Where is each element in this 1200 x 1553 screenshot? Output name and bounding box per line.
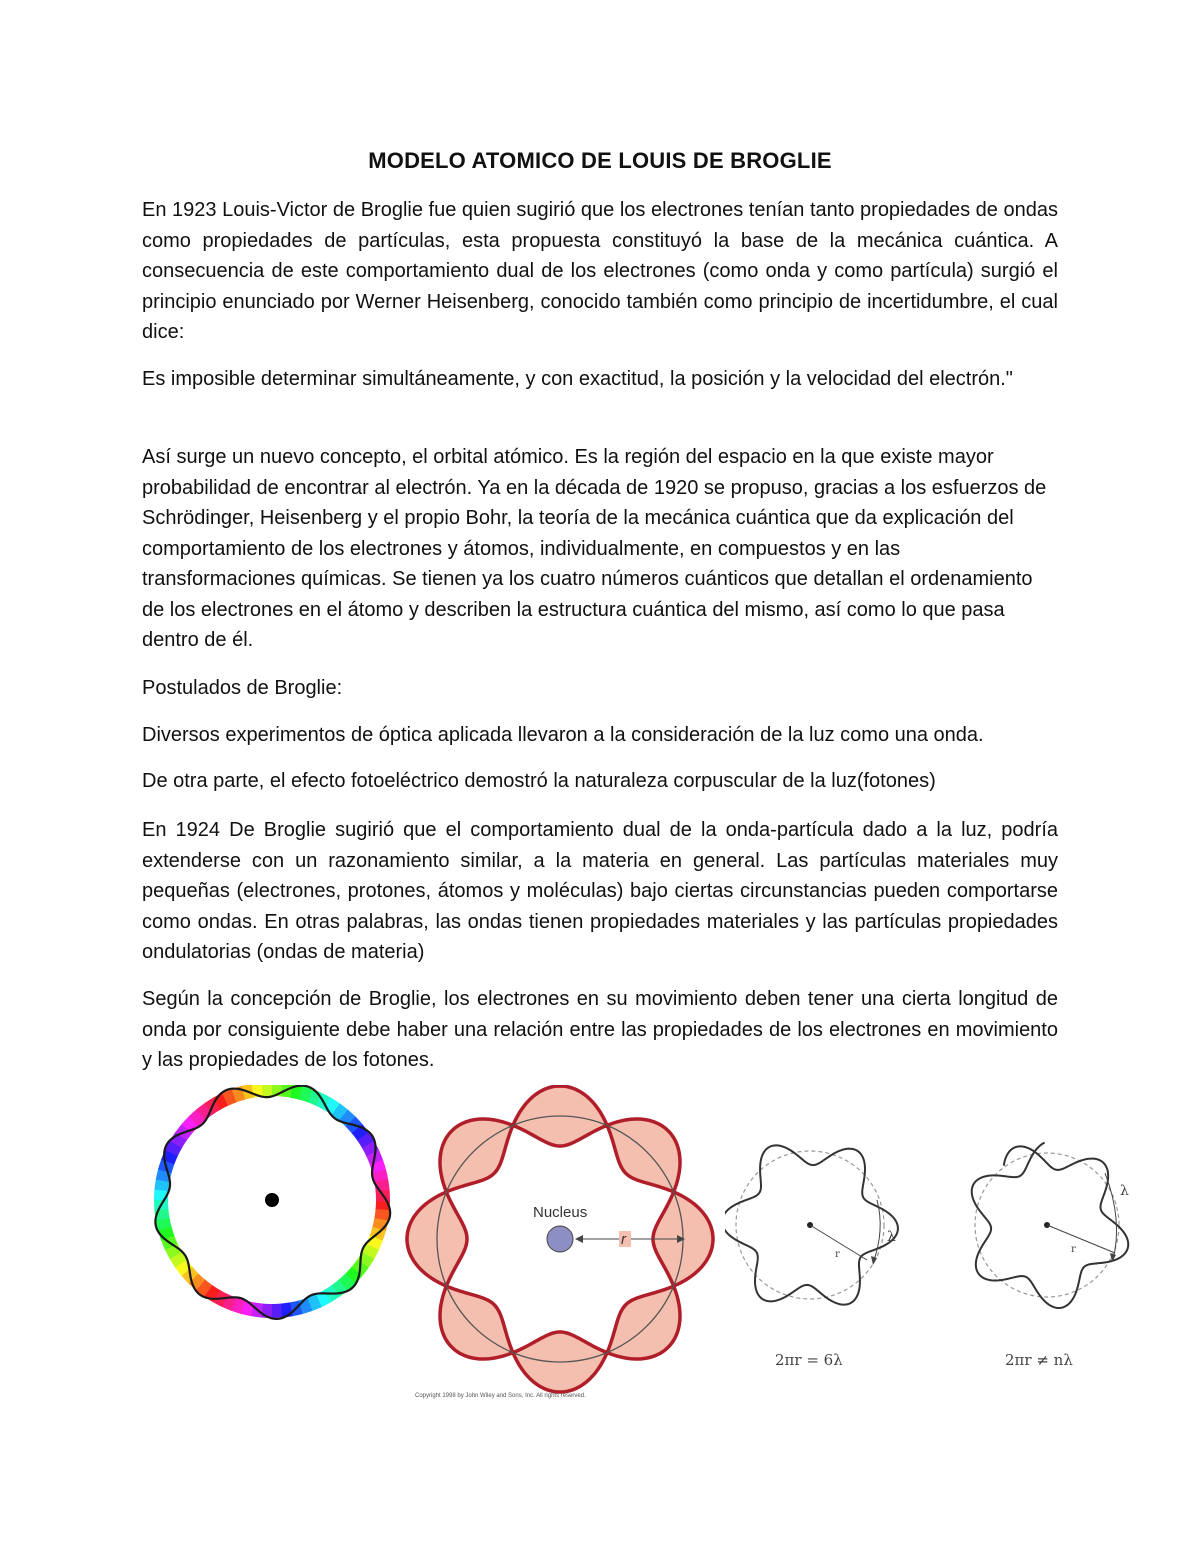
paragraph-matter-waves: En 1924 De Broglie sugirió que el comportamiento dual de la onda-partícula dado a la luz, podría extenderse con un razonamiento similar, a la materia en general. Las partículas materiales muy pequeñas (electrones, protones, átomos y moléculas) bajo ciertas circunstancias pueden comportarse como ondas. En otras palabras, las ondas tienen propiedades materiales y las partículas propiedades ondulatorias (ondas de materia): [142, 819, 1058, 963]
rainbow-ring-segment: [379, 1171, 381, 1182]
rainbow-ring-segment: [334, 1285, 343, 1292]
equation-allowed: 2πr = 6λ: [775, 1351, 843, 1369]
rainbow-ring-segment: [368, 1145, 373, 1155]
forbidden-orbit-figure: [955, 1095, 1135, 1385]
rainbow-ring-segment: [162, 1218, 164, 1229]
rainbow-ring-segment: [253, 1089, 264, 1090]
rainbow-ring-segment: [233, 1304, 244, 1307]
nucleus-dot: [265, 1193, 279, 1207]
rainbow-ring-segment: [328, 1104, 337, 1110]
equation-forbidden: 2πr ≠ nλ: [1005, 1351, 1073, 1369]
copyright-caption: Copyright 1998 by John Wiley and Sons, Inc. All rights reserved.: [415, 1393, 586, 1399]
document-title: MODELO ATOMICO DE LOUIS DE BROGLIE: [368, 148, 832, 173]
radius-arrowhead-left: [575, 1235, 583, 1243]
rainbow-ring-segment: [342, 1278, 350, 1285]
rainbow-ring-segment: [343, 1115, 351, 1123]
paragraph-orbital: Así surge un nuevo concepto, el orbital atómico. Es la región del espacio en la que existe mayor probabilidad de encontrar al electrón. Ya en la década de 1920 se propuso, gracias a los esfuerzos de Schrödinger, Heisenberg y el propio Bohr, la teoría de la mecánica cuántica que da explicación del comportamiento de los electrones y átomos, individualmente, en compuestos y en las transformaciones químicas. Se tienen ya los cuatro números cuánticos que detallan el ordenamiento de los electrones en el átomo y describen la estructura cuántica del mismo, así como lo que pasa dentro de él.: [142, 446, 1047, 651]
rainbow-ring-segment: [280, 1309, 291, 1310]
rainbow-ring-segment: [207, 1290, 216, 1296]
rainbow-ring-segment: [194, 1114, 202, 1121]
rainbow-orbit-figure: [140, 1085, 405, 1330]
rainbow-ring-segment: [224, 1300, 234, 1304]
rainbow-ring-segment: [379, 1219, 381, 1230]
nucleus-wave-figure: [405, 1085, 725, 1405]
rainbow-ring-segment: [309, 1301, 319, 1305]
rainbow-ring-segment: [382, 1200, 383, 1211]
rainbow-ring-segment: [363, 1136, 369, 1145]
rainbow-ring-segment: [301, 1093, 312, 1096]
figures-row: [0, 1085, 1200, 1425]
paragraph-conclusion: Según la concepción de Broglie, los electrones en su movimiento deben tener una cierta longitud de onda por consiguiente debe haber una relación entre las propiedades de los electrones en movimiento y las propiedades de los fotones.: [142, 988, 1058, 1071]
rainbow-ring-segment: [372, 1238, 376, 1248]
rainbow-ring-segment: [161, 1189, 162, 1200]
rainbow-ring-segment: [180, 1262, 187, 1271]
radius-line: [1047, 1225, 1115, 1253]
rainbow-ring-segment: [171, 1143, 176, 1153]
paragraph-quote: Es imposible determinar simultáneamente, y con exactitud, la posición y la velocidad del electrón.": [142, 368, 1013, 390]
paragraph-photoelectric: De otra parte, el efecto fotoeléctrico demostró la naturaleza corpuscular de la luz(fotones): [142, 770, 936, 792]
rainbow-ring-segment: [242, 1307, 253, 1309]
rainbow-ring-segment: [336, 1109, 345, 1116]
rainbow-ring-segment: [161, 1208, 162, 1219]
rainbow-ring-segment: [261, 1310, 272, 1311]
rainbow-ring-segment: [161, 1179, 163, 1190]
nucleus-icon: [547, 1226, 573, 1252]
rainbow-ring-segment: [357, 1129, 364, 1138]
rainbow-ring-segment: [234, 1092, 245, 1095]
rainbow-ring-segment: [163, 1170, 165, 1181]
rainbow-ring-segment: [175, 1254, 181, 1263]
lambda-arrowhead: [871, 1256, 877, 1265]
rainbow-ring-segment: [291, 1091, 302, 1093]
rainbow-ring-segment: [362, 1256, 368, 1265]
rainbow-ring-segment: [187, 1120, 195, 1128]
rainbow-ring-segment: [164, 1227, 167, 1238]
rainbow-ring-segment: [272, 1089, 283, 1090]
lambda-label: λ: [887, 1229, 896, 1245]
rainbow-ring-segment: [381, 1181, 382, 1192]
paragraph-postulates-heading: Postulados de Broglie:: [142, 677, 343, 699]
rainbow-ring-segment: [225, 1095, 235, 1099]
rainbow-ring-segment: [217, 1099, 227, 1104]
rainbow-ring-segment: [200, 1284, 209, 1291]
rainbow-ring-segment: [168, 1152, 172, 1162]
nucleus-label: Nucleus: [533, 1204, 588, 1221]
paragraph-intro: En 1923 Louis-Victor de Broglie fue quien sugirió que los electrones tenían tanto propiedades de ondas como propiedades de partículas, esta propuesta constituyó la base de la mecánica cuántica. A consecuencia de este comportamiento dual de los electrones (como onda y como partícula) surgió el principio enunciado por Werner Heisenberg, conocido también como principio de incertidumbre, el cual dice:: [142, 199, 1058, 343]
rainbow-ring-segment: [367, 1247, 372, 1257]
rainbow-ring-segment: [376, 1162, 379, 1173]
radius-label: r: [1071, 1244, 1076, 1255]
rainbow-ring-segment: [192, 1277, 200, 1285]
radius-label: r: [835, 1249, 840, 1260]
rainbow-ring-segment: [349, 1271, 357, 1279]
paragraph-optics: Diversos experimentos de óptica aplicada llevaron a la consideración de la luz como una onda.: [142, 724, 984, 746]
radius-label: r: [621, 1231, 626, 1248]
lambda-arc: [873, 1200, 880, 1263]
rainbow-ring-segment: [318, 1296, 328, 1301]
lambda-label: λ: [1120, 1183, 1129, 1199]
allowed-orbit-figure: [725, 1095, 900, 1385]
rainbow-ring-segment: [381, 1210, 383, 1221]
